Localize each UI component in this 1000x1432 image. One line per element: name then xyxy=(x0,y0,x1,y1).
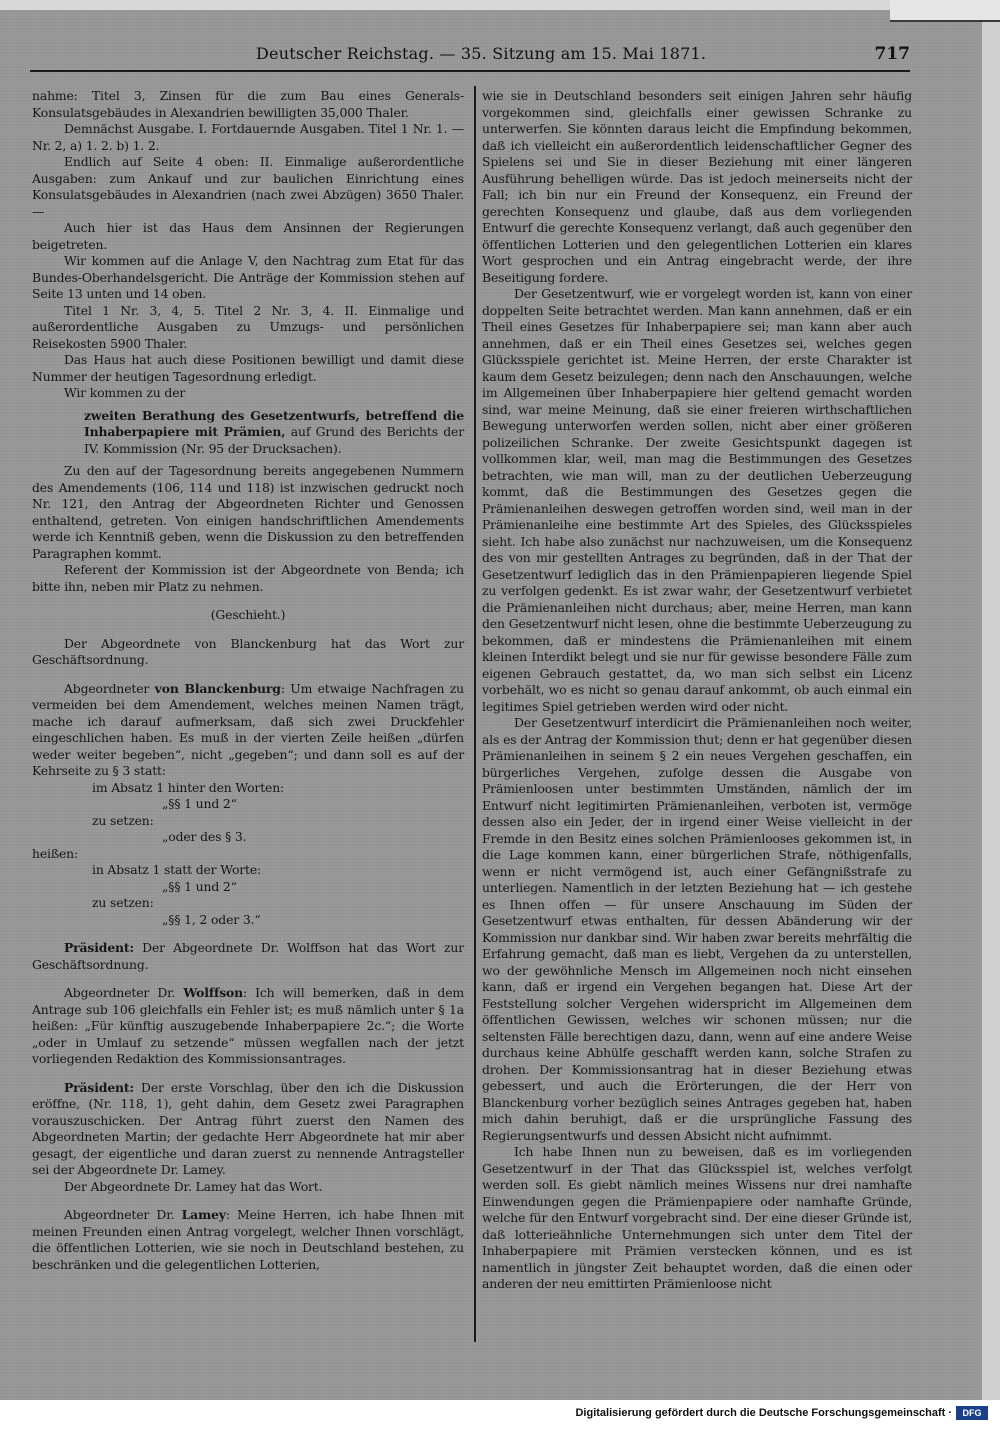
paragraph-gap xyxy=(32,1068,464,1080)
running-title: Deutscher Reichstag. — 35. Sitzung am 15. Mai 1871. xyxy=(256,44,707,63)
paragraph-text: Der Abgeordnete von Blanckenburg hat das Wort zur Geschäftsordnung. xyxy=(32,635,464,667)
paragraph-text: (Geschieht.) xyxy=(210,607,286,622)
paragraph xyxy=(32,940,464,973)
paragraph-text: : Um etwaige Nachfragen zu vermeiden bei dem Amendement, welches meinen Namen trägt, mache ich darauf aufmerksam, daß sich zwei Druckfehler eingeschlichen haben. Es muß in der vierten Zeile heißen „dürfen weder weiter begeben“, nicht „gegeben“; und dann soll es auf der Kehrseite zu § 3 statt: xyxy=(32,680,464,778)
speaker-name: Präsident: xyxy=(64,940,134,955)
right-column xyxy=(482,88,912,1293)
paragraph-text: Wir kommen zu der xyxy=(64,385,186,400)
paragraph xyxy=(32,862,464,879)
paragraph-text: Endlich auf Seite 4 oben: II. Einmalige außerordentliche Ausgaben: zum Ankauf und zur baulichen Einrichtung eines Konsulatsgebäudes in Alexandrien (nach zwei Abzügen) 3650 Thaler. — xyxy=(32,154,464,219)
speaker-prefix: Abgeordneter Dr. xyxy=(64,1207,182,1222)
speaker-prefix: Abgeordneter xyxy=(64,680,155,696)
scan-edge-top xyxy=(0,0,1000,10)
footer-bar xyxy=(0,1400,1000,1432)
paragraph xyxy=(32,681,464,780)
paragraph-text: Der Gesetzentwurf interdicirt die Prämienanleihen noch weiter, als es der Antrag der Kommission thut; denn er hat gegenüber diesen Prämienanleihen in seinem § 2 ein neues Vergehen geschaffen, ein bürgerliches Vergehen, zufolge dessen die Ausgabe von Prämienloosen unter bestimmten Umständen, nämlich der im Entwurf nicht legitimirten Prämienanleihen, verboten ist, vermöge dessen also ein Jeder, der in irgend einer Weise vielleicht in der Fremde in den Besitz eines solchen Prämienlooses gekommen ist, in die Lage kommen kann, einer bürgerlichen Strafe, nöthigenfalls, wenn er nicht vermögend ist, auch einer Gefängnißstrafe zu unterliegen. Namentlich in der letzten Beziehung hat — ich gestehe es Ihnen offen — für unsere Anschauung im Süden der Gesetzentwurf etwas enthalten, für dessen Abänderung wir der Kommission nur dankbar sind. Wir haben zwar bereits mehrfältig die Erfahrung gemacht, daß man es liebt, Vergehen da zu unterstellen, wo der gewöhnliche Mensch im Allgemeinen noch nicht einsehen kann, daß er irgend ein Vergehen begangen hat. Diese Art der Feststellung solcher Vergehen widerspricht im Allgemeinen dem öffentlichen Gewissen, welches wir schonen müssen; nur die seltensten Fälle berechtigen dazu, dann, wenn auf eine andere Weise durchaus keine Abhülfe geschafft werden kann, solche Strafen zu drohen. Der Kommissionsantrag hat in dieser Beziehung etwas gebessert, und auch die Erörterungen, die der Herr von Blanckenburg vorher bezüglich seines Antrages gegeben hat, haben mich dahin beruhigt, daß er die ursprüngliche Fassung des Regierungsentwurfs und dessen Absicht nicht aufnimmt. xyxy=(482,715,912,1143)
page-corner xyxy=(890,0,1000,22)
paragraph xyxy=(32,562,464,595)
funding-credit: Digitalisierung gefördert durch die Deutsche Forschungsgemeinschaft · xyxy=(575,1407,952,1419)
header-rule xyxy=(30,70,910,72)
paragraph-text: Referent der Kommission ist der Abgeordnete von Benda; ich bitte ihn, neben mir Platz zu nehmen. xyxy=(32,562,464,594)
paragraph xyxy=(32,879,464,896)
paragraph xyxy=(482,715,912,1144)
paragraph xyxy=(32,253,464,303)
dfg-logo: DFG xyxy=(956,1406,988,1420)
paragraph xyxy=(32,385,464,402)
paragraph-text: auf Grund des Berichts der IV. Kommission (Nr. 95 der Drucksachen). xyxy=(84,424,464,456)
agenda-title: zweiten Berathung des Gesetzentwurfs, betreffend die Inhaberpapiere mit Prämien, xyxy=(84,407,464,439)
paragraph-text: Der Abgeordnete Dr. Lamey hat das Wort. xyxy=(64,1178,323,1194)
paragraph-text: in Absatz 1 statt der Worte: xyxy=(92,862,262,877)
paragraph xyxy=(32,121,464,154)
paragraph-text: : Meine Herren, ich habe Ihnen mit meinen Freunden einen Antrag vorgelegt, welcher Ihnen vorschlägt, die öffentlichen Lotterien, wie sie noch in Deutschland bestehen, zu beschränken und die gelegentlichen Lotterien, xyxy=(32,1207,464,1272)
speaker-name: Lamey xyxy=(181,1207,226,1222)
agenda-heading xyxy=(84,408,464,458)
paragraph-gap xyxy=(32,1195,464,1207)
left-column xyxy=(32,88,464,1273)
paragraph xyxy=(32,912,464,929)
paragraph-text: zu setzen: xyxy=(92,895,154,910)
paragraph-gap xyxy=(32,624,464,636)
paragraph-text: „§§ 1, 2 oder 3.“ xyxy=(162,911,261,927)
paragraph-text: nahme: Titel 3, Zinsen für die zum Bau eines Generals-Konsulatsgebäudes in Alexandrien bewilligten 35,000 Thaler. xyxy=(32,88,464,120)
paragraph xyxy=(32,1080,464,1179)
scan-edge-right xyxy=(982,0,1000,1400)
page-number: 717 xyxy=(874,44,910,64)
paragraph xyxy=(482,1144,912,1293)
speaker-name: Präsident: xyxy=(64,1079,134,1095)
paragraph xyxy=(32,463,464,562)
paragraph-text: : Ich will bemerken, daß in dem Antrage sub 106 gleichfalls ein Fehler ist; es muß nämlich unter § 1a heißen: „Für künftig auszugebende Inhaberpapiere 2c.“; die Worte „oder in Umlauf zu setzende“ müssen wegfallen nach der jetzt vorliegenden Redaktion des Kommissionsantrages. xyxy=(32,985,464,1066)
paragraph-text: Das Haus hat auch diese Positionen bewilligt und damit diese Nummer der heutigen Tagesordnung erledigt. xyxy=(32,352,464,384)
paragraph-text: „§§ 1 und 2“ xyxy=(162,796,237,811)
paragraph-text: im Absatz 1 hinter den Worten: xyxy=(92,779,285,795)
paragraph-text: Ich habe Ihnen nun zu beweisen, daß es im vorliegenden Gesetzentwurf in der That das Glücksspiel ist, welches verfolgt werden soll. Es giebt nämlich meines Wissens nur drei namhafte Einwendungen gegen die Prämienpapiere oder namhafte Gründe, welche für den Entwurf vorgebracht sind. Der eine dieser Gründe ist, daß lotterieähnliche Unternehmungen sich unter dem Titel der Inhaberpapiere mit Prämien verstecken können, und es ist namentlich in jüngster Zeit behauptet worden, daß die einen oder anderen der neu emittirten Prämienloose nicht xyxy=(482,1144,912,1291)
paragraph-text: „oder des § 3. xyxy=(162,829,247,844)
paragraph xyxy=(32,607,464,624)
paragraph xyxy=(32,895,464,912)
paragraph-gap xyxy=(32,595,464,607)
paragraph-text: zu setzen: xyxy=(92,812,154,828)
paragraph xyxy=(32,352,464,385)
paragraph-text: Demnächst Ausgabe. I. Fortdauernde Ausgaben. Titel 1 Nr. 1. — Nr. 2, a) 1. 2. b) 1. 2. xyxy=(32,121,464,153)
paragraph-gap xyxy=(32,928,464,940)
column-divider xyxy=(474,86,476,1342)
page-corner-line xyxy=(890,20,1000,22)
paragraph-text: Auch hier ist das Haus dem Ansinnen der Regierungen beigetreten. xyxy=(32,220,464,252)
paragraph-text: wie sie in Deutschland besonders seit einigen Jahren sehr häufig vorgekommen sind, gleichfalls einer gewissen Schranke zu unterwerfen. Sie könnten daraus leicht die Empfindung bekommen, daß ich vielleicht ein außerordentlich leidenschaftlicher Gegner des Spielens sei und Sie in dieser Beziehung mit einer längeren Ausführung behelligen würde. Das ist jedoch meinerseits nicht der Fall; ich bin nur ein Freund der Konsequenz, ein Freund der gerechten Konsequenz und glaube, daß aus dem vorliegenden Entwurf die gerechte Konsequenz verlangt, daß auch gegenüber den öffentlichen Lotterien und den gelegentlichen Lotterien ein klares Wort gesprochen und ein Antrag eingebracht werde, der ihre Beseitigung fordere. xyxy=(482,88,912,285)
speaker-name: von Blanckenburg xyxy=(154,680,281,696)
paragraph xyxy=(32,1207,464,1273)
running-header xyxy=(30,44,910,70)
paragraph-text: Zu den auf der Tagesordnung bereits angegebenen Nummern des Amendements (106, 114 und 118) ist inzwischen gedruckt noch Nr. 121, den Antrag der Abgeordneten Richter und Genossen enthaltend, getreten. Von einigen handschriftlichen Amendements werde ich Kenntniß geben, wenn die Diskussion zu den betreffenden Paragraphen kommt. xyxy=(32,463,464,561)
paragraph-gap xyxy=(32,669,464,681)
paragraph-text: Der Gesetzentwurf, wie er vorgelegt worden ist, kann von einer doppelten Seite betrachtet werden. Man kann annehmen, daß er ein Theil eines Gesetzes für Inhaberpapiere sei; man kann aber auch annehmen, daß er ein Theil eines Gesetzes sei, welches gegen Glücksspiele gerichtet ist. Meine Herren, der erste Charakter ist kaum dem Gesetz beizulegen; denn nach den Anschauungen, welche im Allgemeinen über Inhaberpapiere hier geltend gemacht worden sind, war meine Meinung, daß sie einer freieren wirthschaftlichen Bewegung unterworfen werden sollen, nicht aber einer größeren polizeilichen Schranke. Der zweite Gesichtspunkt dagegen ist vollkommen klar, weil, man mag die Bestimmungen des Gesetzes betrachten, wie man will, man zu der deutlichen Ueberzeugung kommt, daß die Bestimmungen des Gesetzes gegen die Prämienanleihen deswegen getroffen worden sind, weil man in der Prämienanleihe eine bestimmte Art des Spieles, des Glücksspieles sieht. Ich habe also zunächst nur nachzuweisen, um die Konsequenz des von mir gestellten Antrages zu begründen, daß in der That der Gesetzentwurf lediglich das in den Prämienpapieren liegende Spiel zu verfolgen gedenkt. Es ist zwar wahr, der Gesetzentwurf verbietet die Prämienanleihen nicht durchaus; aber, meine Herren, man kann den Gesetzentwurf nicht lesen, ohne die bestimmte Ueberzeugung zu bekommen, daß er mindestens die Prämienanleihen mit einem kleinen Interdikt belegt und sie nur für gewisse besondere Fälle zum eigenen Gebrauch gestattet, da, wo man sich selbst ein Licenz vorbehält, wo es nicht so genau darauf ankommt, ob auch einmal ein legitimes Spiel getrieben werden wird oder nicht. xyxy=(482,286,912,714)
paragraph-text: Titel 1 Nr. 3, 4, 5. Titel 2 Nr. 3, 4. II. Einmalige und außerordentliche Ausgaben zu Umzugs- und persönlichen Reisekosten 5900 Thaler. xyxy=(32,302,464,351)
speaker-name: Wolffson xyxy=(183,985,244,1000)
paragraph-text: Der Abgeordnete Dr. Wolffson hat das Wort zur Geschäftsordnung. xyxy=(32,940,464,972)
paragraph xyxy=(32,636,464,669)
paragraph xyxy=(32,780,464,797)
paragraph-text: „§§ 1 und 2“ xyxy=(162,878,237,894)
paragraph xyxy=(32,220,464,253)
speaker-prefix: Abgeordneter Dr. xyxy=(64,985,184,1000)
paragraph-gap xyxy=(32,973,464,985)
paragraph xyxy=(32,88,464,121)
paragraph xyxy=(482,286,912,715)
paragraph-text: Der erste Vorschlag, über den ich die Diskussion eröffne, (Nr. 118, 1), geht dahin, dem Gesetz zwei Paragraphen vorauszuschicken. Der Antrag führt zuerst den Namen des Abgeordneten Martin; der gedachte Herr Abgeordnete hat mir aber gesagt, der eigentliche und daran zuerst zu nennende Antragsteller sei der Abgeordnete Dr. Lamey. xyxy=(32,1079,464,1177)
paragraph xyxy=(32,813,464,830)
paragraph-text: Wir kommen auf die Anlage V, den Nachtrag zum Etat für das Bundes-Oberhandelsgericht. Die Anträge der Kommission stehen auf Seite 13 unten und 14 oben. xyxy=(32,253,464,301)
paragraph xyxy=(32,796,464,813)
paragraph xyxy=(32,985,464,1068)
paragraph-text: heißen: xyxy=(32,845,78,861)
paragraph xyxy=(32,846,464,863)
paragraph xyxy=(32,1179,464,1196)
paragraph xyxy=(32,303,464,353)
paragraph xyxy=(32,154,464,220)
paragraph xyxy=(482,88,912,286)
paragraph xyxy=(32,829,464,846)
